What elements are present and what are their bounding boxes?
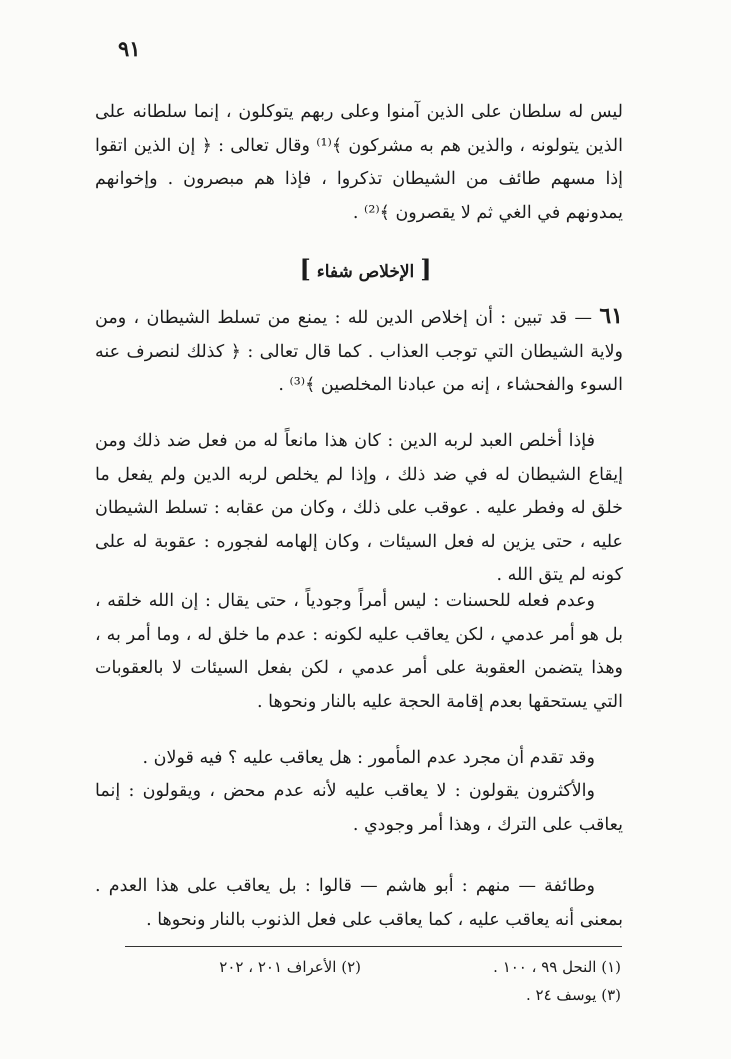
heading-bracket-close: ] xyxy=(299,254,311,283)
intro-text: ليس له سلطان على الذين آمنوا وعلى ربهم يتوكلون ، إنما سلطانه على الذين يتولونه ، والذين هم به مشركون ﴾⁽¹⁾ وقال تعالى : ﴿ إن الذين اتقوا إذا مسهم طائف من الشيطان تذكروا ، فإذا هم مبصرون . وإخوانهم يمدونهم في الغي ثم لا يقصرون ﴾⁽²⁾ . xyxy=(95,102,623,223)
paragraph-text: والأكثرون يقولون : لا يعاقب عليه لأنه عدم محض ، ويقولون : إنما يعاقب على الترك ، وهذا أمر وجودي . xyxy=(95,781,623,835)
heading-bracket-open: [ xyxy=(420,254,432,283)
body-paragraph xyxy=(95,870,623,937)
footnote: (١) النحل ٩٩ ، ١٠٠ . xyxy=(493,958,621,976)
paragraph-text: فإذا أخلص العبد لربه الدين : كان هذا مانعاً له من فعل ضد ذلك ومن إيقاع الشيطان له في ضد ذلك ، وإذا لم يخلص لربه الدين ولم يفعل ما خلق له وفطر عليه . عوقب على ذلك ، وكان من عقابه : تسلط الشيطان عليه ، حتى يزين له فعل السيئات ، وكان إلهامه لفجوره : عقوبة له على كونه لم يتق الله . xyxy=(95,431,623,585)
body-paragraph xyxy=(95,585,623,719)
intro-paragraph xyxy=(95,96,623,230)
paragraph-text: وطائفة — منهم : أبو هاشم — قالوا : بل يعاقب على هذا العدم . بمعنى أنه يعاقب عليه ، كما يعاقب على فعل الذنوب بالنار ونحوها . xyxy=(95,876,623,930)
section-paragraph xyxy=(95,300,623,403)
footnote: (٢) الأعراف ٢٠١ ، ٢٠٢ xyxy=(219,958,361,976)
section-text: — قد تبين : أن إخلاص الدين لله : يمنع من تسلط الشيطان ، ومن ولاية الشيطان التي توجب العذاب . كما قال تعالى : ﴿ كذلك لنصرف عنه السوء والفحشاء ، إنه من عبادنا المخلصين ﴾⁽³⁾ . xyxy=(95,308,623,395)
paragraph-text: وقد تقدم أن مجرد عدم المأمور : هل يعاقب عليه ؟ فيه قولان . xyxy=(142,748,595,768)
paragraph-text: وعدم فعله للحسنات : ليس أمراً وجودياً ، حتى يقال : إن الله خلقه ، بل هو أمر عدمي ، لكن يعاقب عليه لكونه : عدم ما خلق له ، وما أمر به ، وهذا يتضمن العقوبة على أمر عدمي ، لكن بفعل السيئات لا بالعقوبات التي يستحقها بعدم إقامة الحجة عليه بالنار ونحوها . xyxy=(95,591,623,712)
footnote-divider xyxy=(125,946,622,947)
body-paragraph xyxy=(95,775,623,842)
body-paragraph xyxy=(95,425,623,593)
footnote: (٣) يوسف ٢٤ . xyxy=(525,986,621,1004)
section-body xyxy=(95,300,623,403)
section-heading xyxy=(0,254,731,283)
page-number: ٩١ xyxy=(118,36,141,61)
section-number: ٦١ xyxy=(599,303,623,329)
section-heading-text: الإخلاص شفاء xyxy=(316,262,415,282)
body-paragraph xyxy=(95,742,623,776)
